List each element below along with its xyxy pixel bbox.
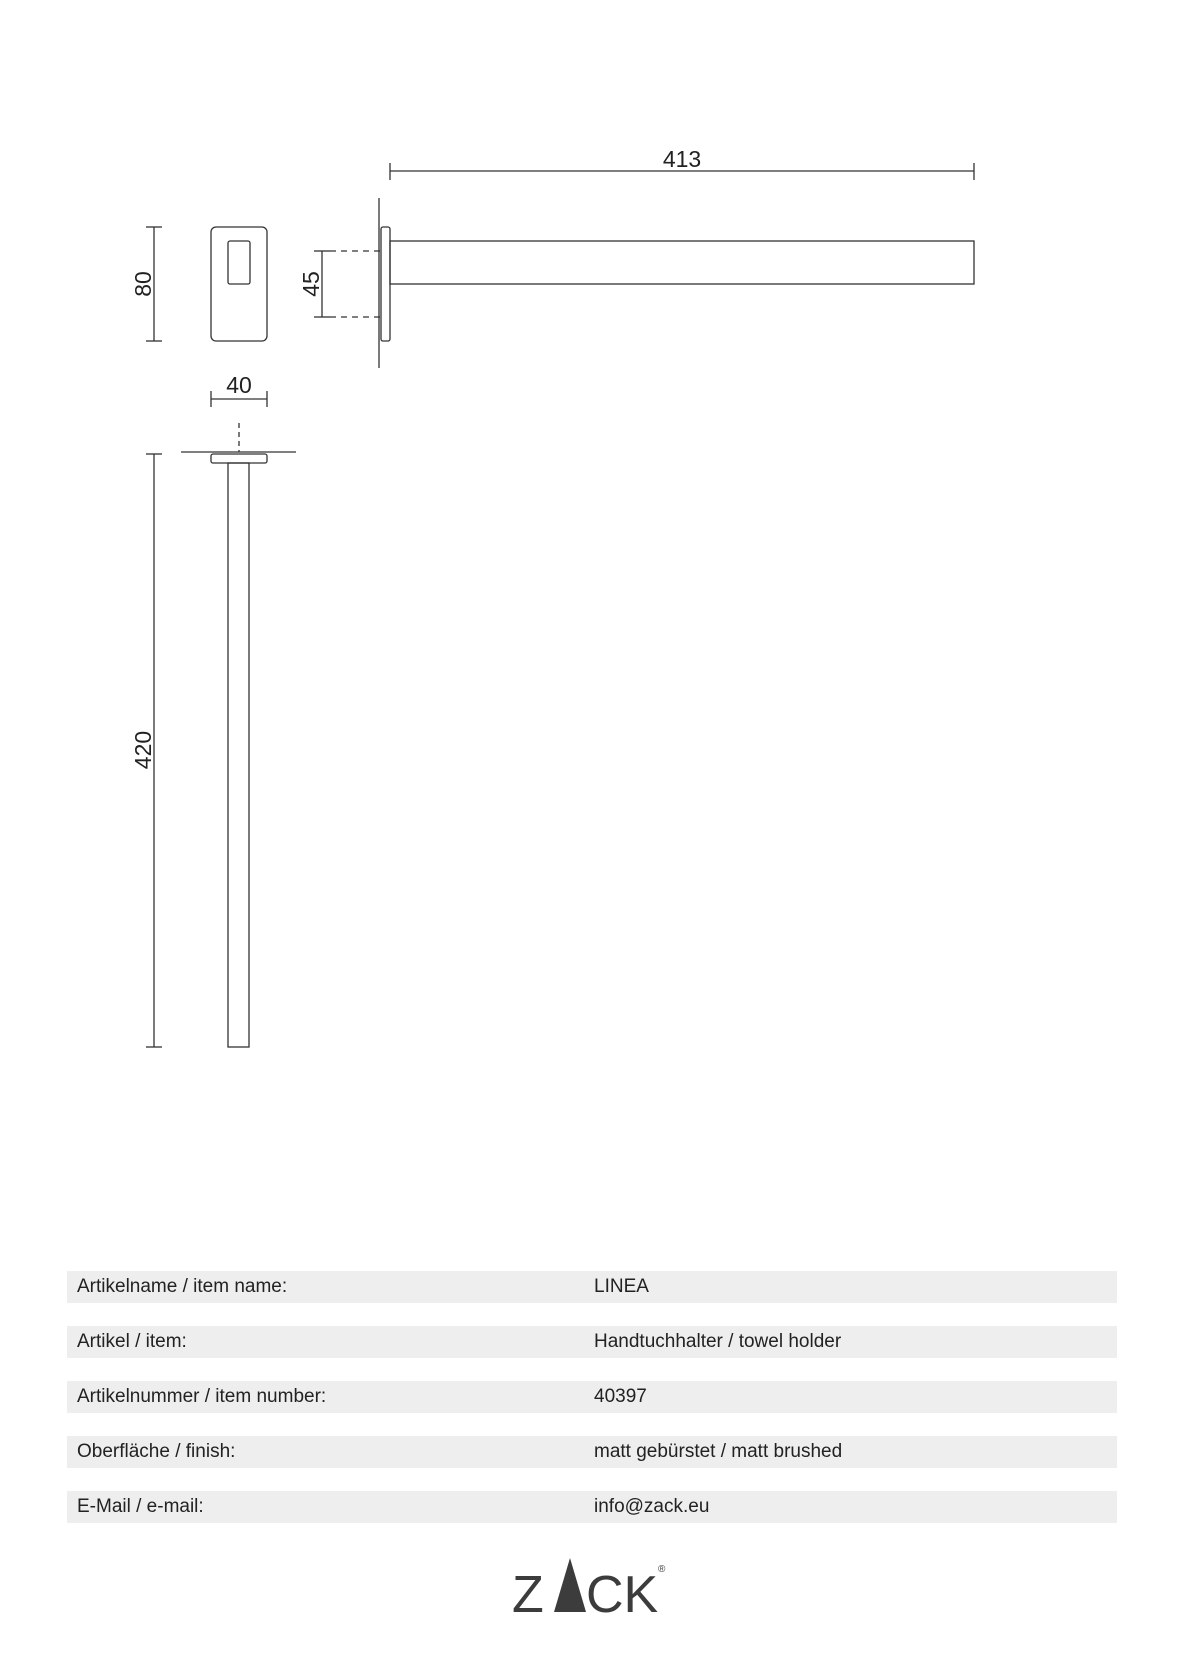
spec-label: E-Mail / e-mail: [77, 1496, 204, 1517]
spec-value: 40397 [594, 1386, 647, 1407]
dimension-line-45 [314, 251, 381, 317]
dimension-label-413: 413 [662, 146, 702, 172]
spec-label: Artikel / item: [77, 1331, 187, 1352]
spec-row-item [67, 1326, 1117, 1358]
spec-label: Oberfläche / finish: [77, 1441, 236, 1462]
dimension-label-45: 45 [298, 271, 324, 297]
dimension-label-80: 80 [130, 271, 156, 297]
spec-row-finish [67, 1436, 1117, 1468]
spec-value: Handtuchhalter / towel holder [594, 1331, 842, 1352]
zack-logo [512, 1552, 672, 1622]
spec-label: Artikelname / item name: [77, 1276, 288, 1297]
spec-table [67, 1271, 1117, 1546]
svg-text:CK: CK [586, 1566, 659, 1622]
side-view-holder [379, 198, 974, 368]
spec-row-email [67, 1491, 1117, 1523]
spec-row-item-number [67, 1381, 1117, 1413]
registered-mark: ® [658, 1564, 666, 1575]
spec-value: matt gebürstet / matt brushed [594, 1441, 843, 1462]
spec-row-item-name [67, 1271, 1117, 1303]
logo-triangle [554, 1558, 586, 1612]
dimension-label-40: 40 [226, 372, 252, 398]
spec-value: LINEA [594, 1276, 649, 1297]
front-view-plate [211, 227, 267, 341]
svg-text:Z: Z [512, 1566, 544, 1622]
top-view-holder [181, 423, 296, 1047]
dimension-label-420: 420 [130, 730, 156, 770]
spec-value[interactable]: info@zack.eu [594, 1496, 710, 1517]
spec-label: Artikelnummer / item number: [77, 1386, 327, 1407]
